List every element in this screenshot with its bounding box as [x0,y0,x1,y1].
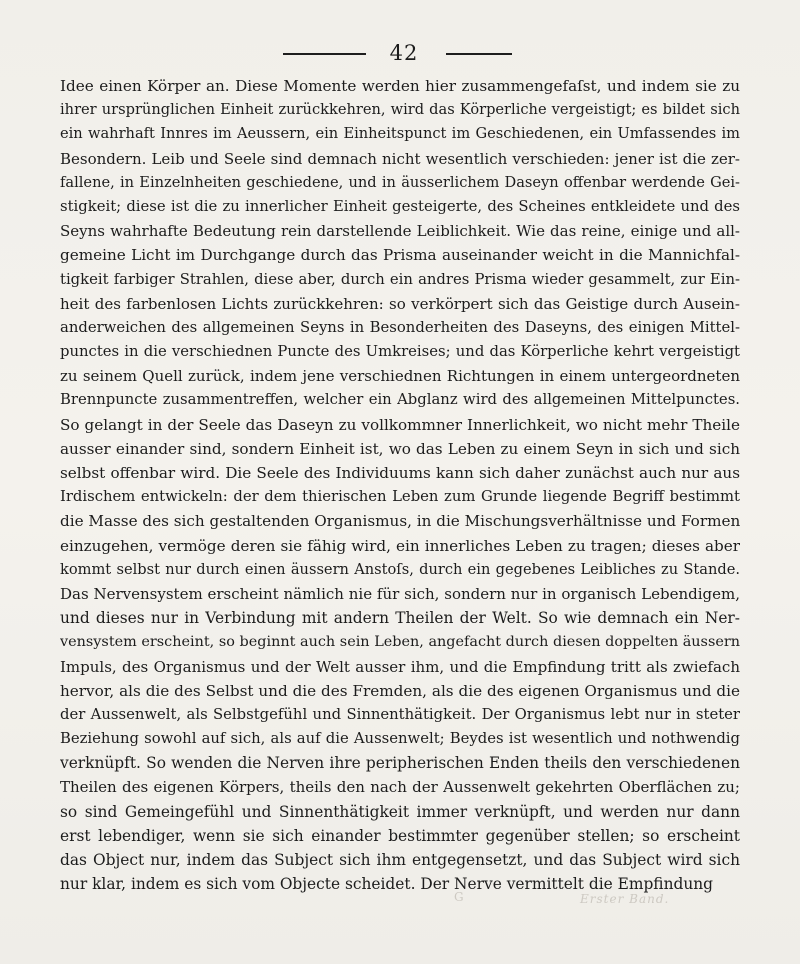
text-line: Idee einen Körper an. Diese Momente werden hier zusammengefaſst, und indem sie zu [60,77,740,95]
text-line: Das Nervensystem erscheint nämlich nie für sich, sondern nur in organisch Lebendigem, [60,584,740,603]
text-line: einzugehen, vermöge deren sie fähig wird, ein innerliches Leben zu tragen; dieses aber [60,536,740,555]
text-line: Seyns wahrhafte Bedeutung rein darstellende Leiblichkeit. Wie das reine, einige und all- [60,222,740,241]
text-line: Impuls, des Organismus und der Welt ausser ihm, und die Empfindung tritt als zwiefach [60,657,740,676]
text-line: so sind Gemeingefühl und Sinnenthätigkeit immer verknüpft, und werden nur dann [60,802,740,821]
text-line: gemeine Licht im Durchgange durch das Prisma auseinander weicht in die Mannichfal- [60,246,740,265]
text-line: Besondern. Leib und Seele sind demnach nicht wesentlich verschieden: jener ist die zer- [60,149,740,168]
text-line: nur klar, indem es sich vom Objecte scheidet. Der Nerve vermittelt die Empfindung [60,875,714,894]
text-line: stigkeit; diese ist die zu innerlicher Einheit gesteigerte, des Scheines entkleidete und des [60,197,740,215]
text-line: punctes in die verschiednen Puncte des Umkreises; und das Körperliche kehrt vergeistigt [60,343,740,361]
text-line: verknüpft. So wenden die Nerven ihre peripherischen Enden theils den verschiedenen [60,754,740,773]
body-text [60,74,740,896]
bleed-through-mark: G [454,890,464,904]
text-line: hervor, als die des Selbst und die des Fremden, als die des eigenen Organismus und die [60,681,740,700]
text-line: Brennpuncte zusammentreffen, welcher ein Abglanz wird des allgemeinen Mittelpunctes. [60,391,740,409]
header-rule-left [283,53,366,55]
text-line: Theilen des eigenen Körpers, theils den nach der Aussenwelt gekehrten Oberflächen zu; [60,778,740,797]
text-line: heit des farbenlosen Lichts zurückkehren: so verkörpert sich das Geistige durch Ausein- [60,294,740,313]
text-line: So gelangt in der Seele das Daseyn zu vollkommner Innerlichkeit, wo nicht mehr Theile [60,415,740,434]
page-header [0,40,800,66]
bleed-through-signature: Erster Band. [580,892,670,906]
text-line: Irdischem entwickeln: der dem thierischen Leben zum Grunde liegende Begriff bestimmt [60,488,740,506]
text-line: kommt selbst nur durch einen äussern Anstoſs, durch ein gegebenes Leibliches zu Stande. [60,560,740,578]
text-line: Beziehung sowohl auf sich, als auf die Aussenwelt; Beydes ist wesentlich und nothwendig [60,730,740,748]
text-line: ausser einander sind, sondern Einheit ist, wo das Leben zu einem Seyn in sich und sich [60,439,740,458]
text-line: ihrer ursprünglichen Einheit zurückkehren, wird das Körperliche vergeistigt; es bildet sich [60,101,740,119]
text-line: erst lebendiger, wenn sie sich einander bestimmter gegenüber stellen; so erscheint [60,826,740,845]
text-line: tigkeit farbiger Strahlen, diese aber, durch ein andres Prisma wieder gesammelt, zur Ein- [60,270,740,288]
text-line: das Object nur, indem das Subject sich ihm entgegensetzt, und das Subject wird sich [60,851,740,869]
text-line: die Masse des sich gestaltenden Organismus, in die Mischungsverhältnisse und Formen [60,512,740,531]
text-line: vensystem erscheint, so beginnt auch sein Leben, angefacht durch diesen doppelten äussern [60,634,740,651]
page-number: 42 [389,41,419,65]
text-line: ein wahrhaft Innres im Aeussern, ein Einheitspunct im Geschiedenen, ein Umfassendes im [60,125,740,143]
header-rule-right [446,53,512,55]
text-line: zu seinem Quell zurück, indem jene verschiednen Richtungen in einem untergeordneten [60,367,740,386]
text-line: der Aussenwelt, als Selbstgefühl und Sinnenthätigkeit. Der Organismus lebt nur in steter [60,705,740,723]
text-line: anderweichen des allgemeinen Seyns in Besonderheiten des Daseyns, des einigen Mittel- [60,318,740,336]
text-line: und dieses nur in Verbindung mit andern Theilen der Welt. So wie demnach ein Ner- [60,609,740,628]
text-line: selbst offenbar wird. Die Seele des Individuums kann sich daher zunächst auch nur aus [60,464,740,482]
text-line: fallene, in Einzelnheiten geschiedene, und in äusserlichem Daseyn offenbar werdende Gei- [60,173,740,191]
